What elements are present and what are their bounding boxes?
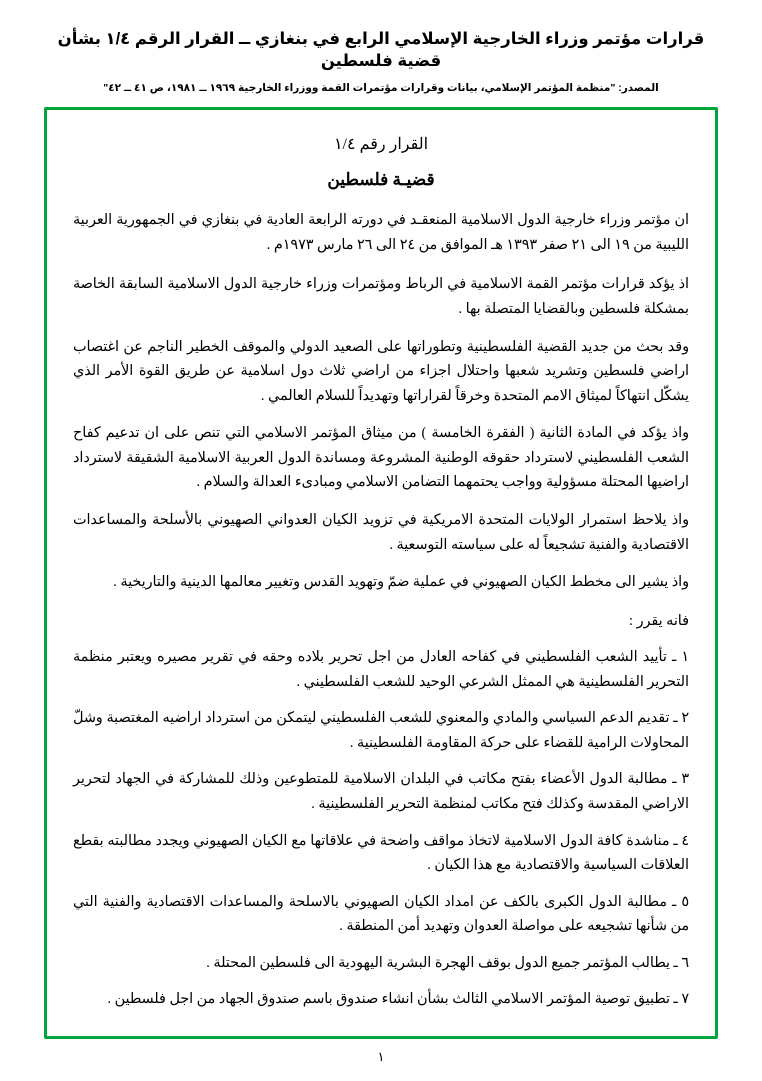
list-item: ٧ ـ تطبيق توصية المؤتمر الاسلامي الثالث بشأن انشاء صندوق باسم صندوق الجهاد من اجل فلسطين . <box>107 991 689 1008</box>
bordered-content-frame <box>44 107 718 1039</box>
resolution-number: القرار رقم ١/٤ <box>333 136 429 154</box>
list-item: ١ ـ تأييد الشعب الفلسطيني في كفاحه العادل من اجل تحرير بلاده وحقه في تقرير مصيره ويعتبر منظمة التحرير الفلسطينية هي الممثل الشرعي الوحيد للشعب الفلسطيني . <box>73 649 689 690</box>
resolution-heading: قضيـة فلسطين <box>327 170 435 190</box>
list-item: ٤ ـ مناشدة كافة الدول الاسلامية لاتخاذ مواقف واضحة في علاقاتها مع الكيان الصهيوني ويجدد مطالبته بقطع العلاقات السياسية والاقتصادية مع هذا الكيان . <box>73 832 689 874</box>
page-title: قرارات مؤتمر وزراء الخارجية الإسلامي الرابع في بنغازي ــ القرار الرقم ١/٤ بشأن قضية فلسطين <box>57 30 705 71</box>
paragraph: اذ يؤكد قرارات مؤتمر القمة الاسلامية في الرباط ومؤتمرات وزراء خارجية الدول الاسلامية السابقة الخاصة بمشكلة فلسطين وبالقضايا المتصلة بها . <box>73 276 689 317</box>
list-item: ٣ ـ مطالبة الدول الأعضاء بفتح مكاتب في البلدان الاسلامية للمتطوعين وذلك للمشاركة في الجهاد لتحرير الاراضي المقدسة وكذلك فتح مكاتب لمنظمة التحرير الفلسطينية . <box>73 771 689 812</box>
list-item: ٦ ـ يطالب المؤتمر جميع الدول بوقف الهجرة البشرية اليهودية الى فلسطين المحتلة . <box>206 954 689 971</box>
paragraph: وقد بحث من جديد القضية الفلسطينية وتطوراتها على الصعيد الدولي والموقف الخطير الناجم عن اغتصاب اراضي فلسطين وتشريد شعبها واحتلال اجزاء من اراضي ثلاث دول اسلامية عن طريق القوة الأمر الذي يشكّل انتهاكاً لميثاق الامم المتحدة وخرقاً لقراراتها وتهديداً للسلام العالمي . <box>73 338 689 404</box>
paragraph: واذ يؤكد في المادة الثانية ( الفقرة الخامسة ) من ميثاق المؤتمر الاسلامي التي تنص على ان تدعيم كفاح الشعب الفلسطيني لاسترداد حقوقه الوطنية المشروعة ومساندة الدول العربية الاسلامية الشقيقة لاسترداد اراضيها المحتلة مسؤولية وواجب يحتمهما التضامن الاسلامي ومبادىء العدالة والسلام . <box>73 425 689 491</box>
paragraph: واذ يشير الى مخطط الكيان الصهيوني في عملية ضمّ وتهويد القدس وتغيير معالمها الدينية والتاريخية . <box>113 574 689 591</box>
list-item: ٥ ـ مطالبة الدول الكبرى بالكف عن امداد الكيان الصهيوني بالاسلحة والمساعدات الاقتصادية والفنية التي من شأنها تشجيعه على مواصلة العدوان وتهديد أمن المنطقة . <box>73 893 689 935</box>
paragraph: ان مؤتمر وزراء خارجية الدول الاسلامية المنعقـد في دورته الرابعة العادية في بنغازي في الجمهورية العربية الليبية من ١٩ الى ٢١ صفر ١٣٩٣ هـ الموافق من ٢٤ الى ٢٦ مارس ١٩٧٣م . <box>73 212 689 253</box>
document-header <box>0 0 762 95</box>
list-item: ٢ ـ تقديم الدعم السياسي والمادي والمعنوي للشعب الفلسطيني ليتمكن من استرداد اراضيه المغتصبة وشلّ المحاولات الرامية للقضاء على حركة المقاومة الفلسطينية . <box>73 710 689 751</box>
page-number: ١ <box>377 1049 385 1064</box>
decides-label: فانه يقرر : <box>629 612 689 629</box>
source-line: المصدر: "منظمة المؤتمر الإسلامي، بيانات وقرارات مؤتمرات القمة ووزراء الخارجية ١٩٦٩ ــ ١٩٨١، ص ٤١ ــ ٤٢" <box>103 81 659 94</box>
paragraph: واذ يلاحظ استمرار الولايات المتحدة الامريكية في تزويد الكيان العدواني الصهيوني بالأسلحة والمساعدات الاقتصادية والفنية تشجيعاً له على سياسته التوسعية . <box>73 512 689 553</box>
